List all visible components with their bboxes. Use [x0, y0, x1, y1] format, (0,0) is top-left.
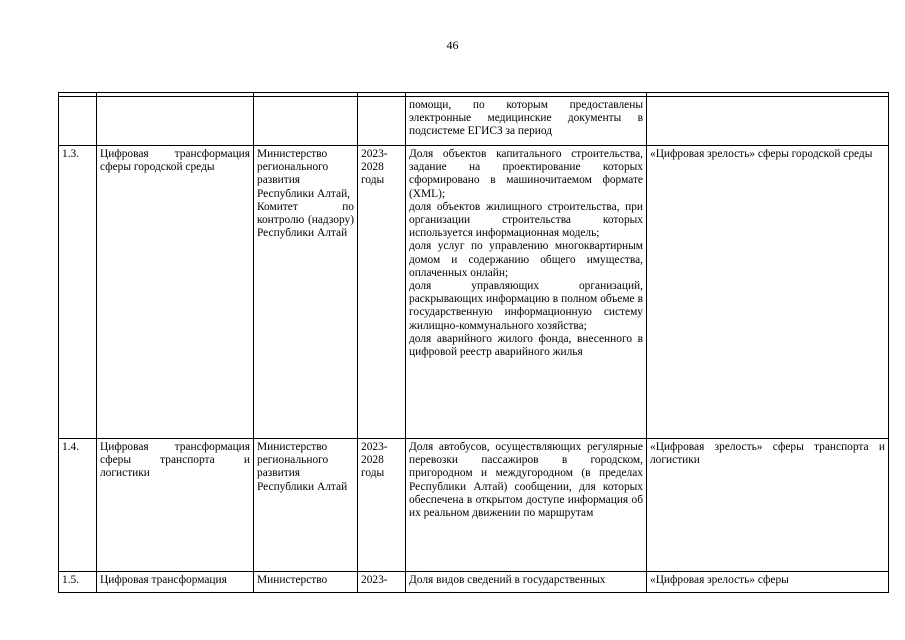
executor [254, 146, 358, 439]
expected-effect [647, 97, 889, 146]
executor [254, 97, 358, 146]
measures-table [58, 92, 889, 593]
period [358, 97, 406, 146]
measure-name [97, 97, 254, 146]
expected-effect: «Цифровая зрелость» сферы городской среды [647, 146, 889, 439]
indicators: Доля видов сведений в государственных [406, 572, 647, 593]
expected-effect: «Цифровая зрелость» сферы транспорта и логистики [647, 439, 889, 572]
table-row [59, 439, 889, 572]
period: 2023-2028 годы [358, 439, 406, 572]
expected-effect: «Цифровая зрелость» сферы [647, 572, 889, 593]
page-number: 46 [446, 38, 459, 52]
measure-name: Цифровая трансформация сферы городской среды [97, 146, 254, 439]
table-row [59, 97, 889, 146]
indicators-text: Доля объектов капитального строительства, задание на проектирование которых сформировано в машиночитаемом формате (XML); доля объектов жилищного строительства, при организации строительства которых используется информационная модель; доля услуг по управлению многоквартирным домом и содержанию общего имущества, оплаченных онлайн; доля управляющих организаций, раскрывающих информацию в полном объеме в государственную информационную систему жилищно-коммунального хозяйства; доля аварийного жилого фонда, внесенного в цифровой реестр аварийного жилья [409, 148, 643, 359]
table-row [59, 146, 889, 439]
table-row [59, 572, 889, 593]
measure-name: Цифровая трансформация [97, 572, 254, 593]
period: 2023-2028 годы [358, 146, 406, 439]
executor: Министерство регионального развития Республики Алтай [254, 439, 358, 572]
period: 2023- [358, 572, 406, 593]
indicators: помощи, по которым предоставлены электронные медицинские документы в подсистеме ЕГИСЗ за период [406, 97, 647, 146]
row-number: 1.5. [59, 572, 97, 593]
row-number: 1.3. [59, 146, 97, 439]
measure-name: Цифровая трансформация сферы транспорта и логистики [97, 439, 254, 572]
executor: Министерство [254, 572, 358, 593]
indicators: Доля автобусов, осуществляющих регулярные перевозки пассажиров в городском, пригородном и междугородном (в пределах Республики Алтай) сообщении, для которых обеспечена в открытом доступе информация об их реальном движении по маршрутам [406, 439, 647, 572]
indicators [406, 146, 647, 439]
row-number: 1.4. [59, 439, 97, 572]
row-number [59, 97, 97, 146]
executor-text: Министерство регионального развития Республики Алтай, Комитет по контролю (надзору) Республики Алтай [257, 148, 354, 240]
